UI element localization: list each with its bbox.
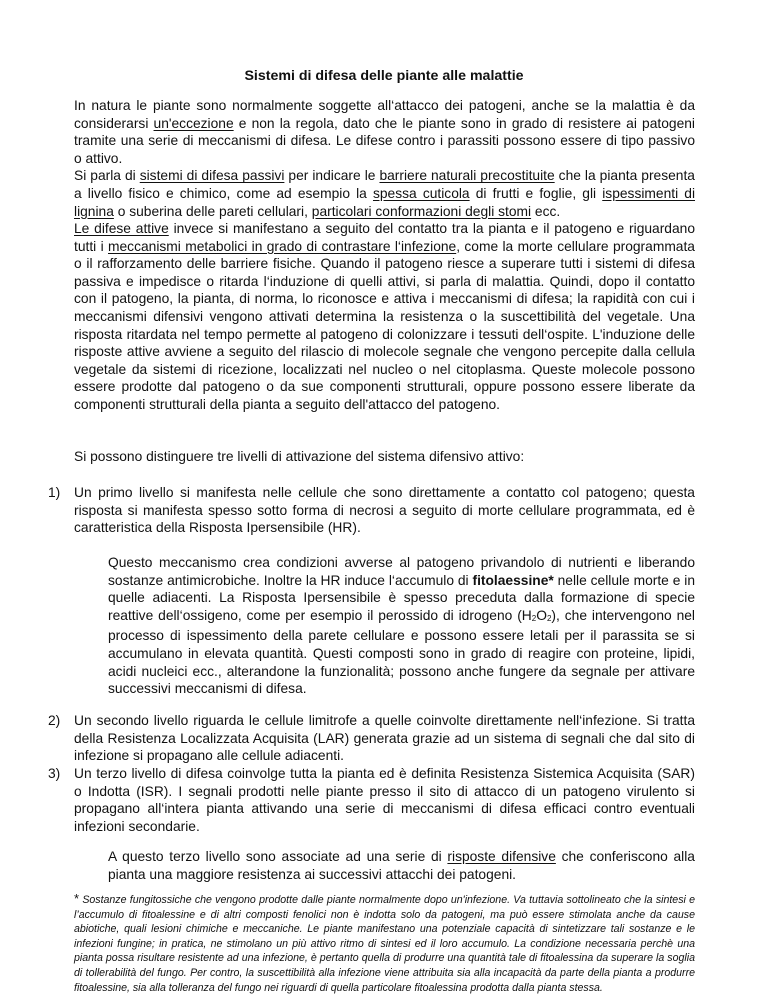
underlined-term: ispessimenti di lignina bbox=[74, 185, 696, 219]
sar-text: che conferiscono alla pianta una maggiore resistenza ai successivi attacchi dei patogeni. bbox=[108, 849, 695, 882]
sar-text: A questo terzo livello sono associate ad una serie di bbox=[108, 849, 448, 864]
list-text: Un secondo livello riguarda le cellule limitrofe a quelle coinvolte direttamente nell‘infezione. Si tratta della Resistenza Localizzata Acquisita (LAR) generata grazie ad un sistema di segnali che dal sito di infezione si propagano alle cellule adiacenti. bbox=[74, 713, 695, 764]
subscript: 2 bbox=[531, 613, 537, 623]
hr-text: Questo meccanismo crea condizioni avverse al patogeno privandolo di nutrienti e liberando sostanze antimicrobiche. Inoltre la HR induce l‘accumulo di bbox=[108, 555, 695, 588]
active-defense-paragraph bbox=[74, 220, 695, 414]
bold-term: fitolaessine* bbox=[472, 572, 554, 588]
active-text: , come la morte cellulare programmata o il rafforzamento delle barriere fisiche. Quando il patogeno riesce a superare tutti i sistemi di difesa passiva e impedisce o ritarda l‘induzione di quelli attivi, si parla di malattia. Quindi, dopo il contatto con il patogeno, la pianta, di norma, lo riconosce e attiva i meccanismi di difesa; la rapidità con cui i meccanismi difensivi vengono attivati determina la resistenza o la suscettibilità del vegetale. Una risposta ritardata nel tempo permette al patogeno di colonizzare i tessuti dell‘ospite. L'induzione delle risposte attive avviene a seguito del rilascio di molecole segnale che vengono percepite dalla cellula vegetale da sistemi di ricezione, localizzati nel nucleo o nel citoplasma. Queste molecole possono essere prodotte dal patogeno o da sue componenti strutturali, oppure possono essere liberate da componenti strutturali della pianta a seguito dell'attacco del patogeno. bbox=[74, 238, 695, 412]
footnote-marker: * bbox=[74, 891, 80, 906]
list-text: Un primo livello si manifesta nelle cellule che sono direttamente a contatto col patogeno; questa risposta si manifesta spesso sotto forma di necrosi a seguito di morte cellulare programmata, ed è caratteristica della Risposta Ipersensibile (HR). bbox=[74, 485, 695, 536]
subscript: 2 bbox=[546, 613, 552, 623]
sar-detail-paragraph bbox=[108, 848, 695, 883]
intro-text: o suberina delle pareti cellulari, bbox=[113, 203, 312, 219]
underlined-term: spessa cuticola bbox=[372, 185, 470, 201]
levels-intro: Si possono distinguere tre livelli di attivazione del sistema difensivo attivo: bbox=[74, 449, 525, 464]
list-text: Un terzo livello di difesa coinvolge tutta la pianta ed è definita Resistenza Sistemica Acquisita (SAR) o Indotta (ISR). I segnali prodotti nelle piante presso il sito di attacco di un patogeno virulento si propagano all‘intera pianta attivando una serie di meccanismi di difesa efficaci contro eventuali infezioni secondarie. bbox=[74, 766, 695, 834]
intro-text: e non la regola, dato che le piante sono in grado di resistere ai patogeni tramite una serie di meccanismi di difesa. Le difese contro i parassiti possono essere di tipo passivo o attivo. bbox=[74, 115, 695, 166]
underlined-term: barriere naturali precostituite bbox=[379, 168, 555, 184]
underlined-term: sistemi di difesa passivi bbox=[139, 168, 285, 184]
active-text: invece si manifestano a seguito del contatto tra la pianta e il patogeno e riguardano tutti i bbox=[74, 221, 695, 254]
intro-text: per indicare le bbox=[284, 168, 380, 184]
hr-text: nelle cellule morte e in quelle adiacenti. La Risposta Ipersensibile è spesso preceduta dalla formazione di specie reattive dell‘ossigeno, come per esempio il perossido di idrogeno (H bbox=[108, 572, 695, 623]
footnote bbox=[74, 892, 695, 995]
hr-text: ), che intervengono nel processo di ispessimento della parete cellulare e possono essere letali per il parassita se si accumulano in elevata quantità. Questi composti sono in grado di reagire con proteine, lipidi, acidi nucleici ecc., alterandone la funzionalità; possono anche fungere da segnale per attivare successivi meccanismi di difesa. bbox=[108, 607, 695, 697]
intro-paragraph bbox=[74, 97, 695, 220]
intro-text: Si parla di bbox=[74, 168, 140, 184]
intro-text: che la pianta presenta a livello fisico e chimico, come ad esempio la bbox=[74, 168, 695, 201]
list-number: 2) bbox=[48, 713, 61, 728]
hr-detail-paragraph bbox=[108, 554, 695, 698]
intro-text: di frutti e foglie, gli bbox=[469, 185, 603, 201]
underlined-term: meccanismi metabolici in grado di contrastare l‘infezione bbox=[108, 238, 457, 254]
underlined-term: un'eccezione bbox=[153, 115, 234, 131]
list-number: 1) bbox=[48, 485, 61, 500]
footnote-text: Sostanze fungitossiche che vengono prodotte dalle piante normalmente dopo un'infezione. Va tuttavia sottolineato che la sintesi e l’accumulo di fitoalessine e di altri composti fenolici non è indotta solo da patogeni, ma può essere stimolata anche da cause abiotiche, quali lesioni chimiche e meccaniche. Le piante manifestano una potenziale capacità di sintetizzare tali sostanze e le infezioni fungine; in pratica, ne stimolano un più attivo ritmo di sintesi ed il loro accumulo. La condizione necessaria perchè una pianta possa risultare resistente ad una infezione, è pertanto quella di produrre una quantità tale di fitoalessina da superare la soglia di tollerabilità del fungo. Per contro, la suscettibilità alla infezione viene attribuita sia alla incapacità da parte della pianta a produrre fitoalessine, sia alla tolleranza del fungo nei riguardi di quella particolare fitoalessina prodotta dalla pianta stessa. bbox=[74, 894, 695, 994]
page-title: Sistemi di difesa delle piante alle malattie bbox=[244, 68, 524, 84]
hr-text: O bbox=[536, 607, 547, 623]
underlined-term: particolari conformazioni degli stomi bbox=[311, 203, 532, 219]
underlined-term: Le difese attive bbox=[74, 221, 169, 236]
underlined-term: risposte difensive bbox=[447, 849, 556, 864]
intro-text: In natura le piante sono normalmente soggette all‘attacco dei patogeni, anche se la malattia è da considerarsi bbox=[74, 98, 695, 131]
intro-text: ecc. bbox=[531, 203, 561, 219]
list-number: 3) bbox=[48, 766, 61, 781]
